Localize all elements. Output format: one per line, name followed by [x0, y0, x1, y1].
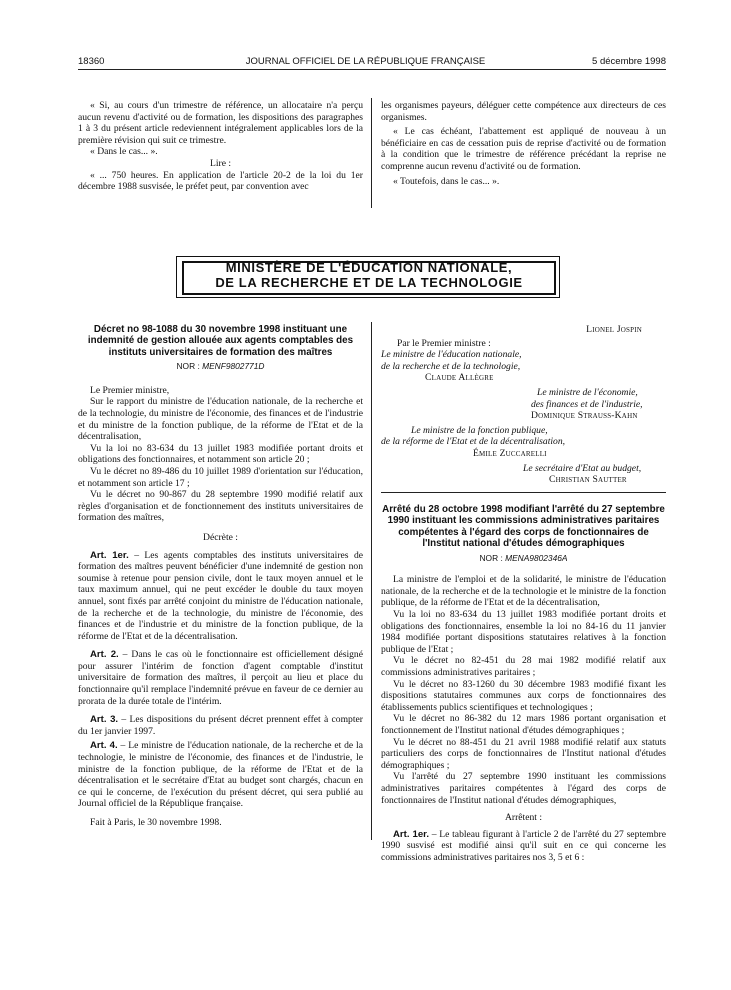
article-text: – Les dispositions du présent décret prennent effet à compter du 1er janvier 1997. [78, 714, 363, 737]
nor-label: NOR : [176, 361, 200, 372]
signature-name: Claude Allègre [425, 372, 494, 384]
ministry-line-1: MINISTÈRE DE L'ÉDUCATION NATIONALE, [225, 260, 513, 275]
paragraph: Le Premier ministre, [90, 384, 170, 396]
arretent: Arrêtent : [504, 812, 543, 824]
paragraph: « Si, au cours d'un trimestre de référence, un allocataire n'a perçu aucun revenu d'activité ou de formation, les dispositions des paragraphes 1 à 3 du présent article redeviennent intégralement applicables lors de la première révision qui suit ce trimestre. [78, 100, 363, 146]
paragraph: « ... 750 heures. En application de l'article 20-2 de la loi du 1er décembre 1988 susvisée, le préfet peut, par convention avec [78, 169, 363, 193]
arrete-title: Arrêté du 28 octobre 1998 modifiant l'arrêté du 27 septembre 1990 instituant les commissions administratives paritaires compétentes à l'égard des corps de fonctionnaires de l'Institut national d'études démographiques [382, 504, 665, 550]
ministry-line-2: DE LA RECHERCHE ET DE LA TECHNOLOGIE [215, 275, 523, 290]
article-3 [78, 714, 363, 737]
signature-name: Christian Sautter [549, 474, 627, 486]
paragraph: « Dans le cas... ». [90, 146, 158, 158]
paragraph: Vu le décret no 88-451 du 21 avril 1988 modifié relatif aux statuts particuliers des corps de fonctionnaires de l'Institut national d'études démographiques ; [381, 736, 666, 771]
article-label: Art. 2. [90, 649, 119, 661]
signature-name: Émile Zuccarelli [473, 447, 547, 459]
paragraph: les organismes payeurs, déléguer cette compétence aux directeurs de ces organismes. [381, 100, 666, 123]
signature-role: Le ministre de la fonction publique, [411, 424, 548, 436]
paragraph: Vu l'arrêté du 27 septembre 1990 instituant les commissions administratives paritaires compétentes à l'égard des corps de fonctionnaires de l'Institut national d'études démographiques, [381, 771, 666, 806]
signature-role: de la recherche et de la technologie, [381, 360, 521, 372]
header-rule [78, 69, 666, 70]
article-text: – Dans le cas où le fonctionnaire est officiellement désigné pour assurer l'intérim de fonction d'agent comptable d'institut universitaire de formation des maîtres, il perçoit au lieu et place du fonctionnaire qu'il remplace l'indemnité prévue en faveur de ce dernier au prorata de la durée totale de l'intérim. [78, 649, 363, 707]
signature-role: Le ministre de l'éducation nationale, [381, 349, 522, 361]
paragraph: « Le cas échéant, l'abattement est appliqué de nouveau à un bénéficiaire en cas de cessation puis de reprise d'activité ou de formation à la condition que le trimestre de référence précédant la reprise ne comprenne aucun revenu d'activité ou de formation. [381, 126, 666, 172]
article-text: – Le ministre de l'éducation nationale, de la recherche et de la technologie, le ministre de l'économie, des finances et de l'industrie, le ministre de la fonction publique, de la réforme de l'Etat et de la décentralisation et le secrétaire d'Etat au budget sont chargés, chacun en ce qui le concerne, de l'exécution du présent décret, qui sera publié au Journal officiel de la République française. [78, 740, 363, 810]
top-right-column [381, 100, 666, 187]
signature-role: de la réforme de l'Etat et de la décentralisation, [381, 436, 566, 448]
column-divider-main [371, 322, 372, 840]
top-left-column [78, 100, 363, 193]
paragraph: La ministre de l'emploi et de la solidarité, le ministre de l'éducation nationale, de la recherche et de la technologie et le ministre de la fonction publique, de la réforme de l'Etat et de la décentralisation, [381, 574, 666, 609]
arrete-article-1 [381, 829, 666, 864]
decret-nor [78, 361, 363, 373]
nor-label: NOR : [479, 552, 503, 563]
article-label: Art. 3. [90, 714, 119, 726]
par-le-premier-ministre: Par le Premier ministre : [397, 337, 491, 349]
header-date: 5 décembre 1998 [592, 56, 666, 67]
signature-name: Dominique Strauss-Kahn [531, 410, 638, 422]
paragraph: « Toutefois, dans le cas... ». [393, 175, 500, 187]
signature-pm: Lionel Jospin [586, 324, 642, 335]
article-2 [78, 649, 363, 707]
nor-code: MENA9802346A [505, 552, 568, 563]
signature-role: Le secrétaire d'Etat au budget, [523, 462, 642, 474]
column-divider-top [371, 98, 372, 208]
decret-column [78, 324, 363, 829]
nor-code: MENF9802771D [202, 361, 265, 372]
signature-role: des finances et de l'industrie, [531, 398, 643, 410]
ministry-heading [182, 260, 556, 290]
arrete-column [381, 504, 666, 863]
paragraph: Vu la loi no 83-634 du 13 juillet 1983 modifiée portant droits et obligations des fonctionnaires, ensemble la loi no 84-16 du 11 janvier 1984 modifiée portant dispositions statutaires relatives à la fonction publique de l'Etat ; [381, 609, 666, 655]
decret-title: Décret no 98-1088 du 30 novembre 1998 instituant une indemnité de gestion allouée aux agents comptables des instituts universitaires de formation des maîtres [87, 324, 354, 358]
section-divider [381, 492, 666, 493]
page-number: 18360 [78, 56, 105, 67]
signatures-block [381, 324, 666, 486]
decrete: Décrète : [203, 531, 238, 543]
paragraph: Vu le décret no 83-1260 du 30 décembre 1983 modifié fixant les dispositions statutaires communes aux corps de fonctionnaires des établissements publics scientifiques et technologiques ; [381, 678, 666, 713]
paragraph: Sur le rapport du ministre de l'éducation nationale, de la recherche et de la technologie, du ministre de l'économie, des finances et de l'industrie et du ministre de la fonction publique, de la réforme de l'Etat et de la décentralisation, [78, 396, 363, 443]
decret-done: Fait à Paris, le 30 novembre 1998. [90, 817, 222, 828]
article-4 [78, 740, 363, 810]
paragraph: Vu le décret no 89-486 du 10 juillet 1989 d'orientation sur l'éducation, et notamment son article 17 ; [78, 465, 363, 489]
article-label: Art. 1er. [90, 549, 129, 561]
journal-title: JOURNAL OFFICIEL DE LA RÉPUBLIQUE FRANÇAISE [245, 56, 486, 67]
paragraph: Vu le décret no 82-451 du 28 mai 1982 modifié relatif aux commissions administratives paritaires ; [381, 655, 666, 678]
paragraph: Vu la loi no 83-634 du 13 juillet 1983 modifiée portant droits et obligations des fonctionnaires, et notamment son article 20 ; [78, 442, 363, 466]
article-text: – Le tableau figurant à l'article 2 de l'arrêté du 27 septembre 1990 susvisé est modifié ainsi qu'il suit en ce qui concerne les commissions administratives paritaires nos 3, 5 et 6 : [381, 828, 666, 863]
article-1 [78, 550, 363, 643]
article-text: – Les agents comptables des instituts universitaires de formation des maîtres peuvent bénéficier d'une indemnité de gestion non soumise à retenue pour pension civile, dont le taux moyen annuel et le taux maximum annuel, qui ne peut excéder le double du taux moyen annuel, sont fixés par arrêté conjoint du ministre de l'éducation nationale, de la recherche et de la technologie, du ministre de l'économie, des finances et de l'industrie et du ministre de la fonction publique, de la réforme de l'Etat et de la décentralisation. [78, 549, 363, 642]
paragraph: Vu le décret no 90-867 du 28 septembre 1990 modifié relatif aux règles d'organisation et de fonctionnement des instituts universitaires de formation des maîtres, [78, 489, 363, 524]
signature-role: Le ministre de l'économie, [537, 386, 638, 398]
article-label: Art. 4. [90, 740, 118, 752]
article-label: Art. 1er. [393, 828, 430, 840]
paragraph: Vu le décret no 86-382 du 12 mars 1986 portant organisation et fonctionnement de l'Institut national d'études démographiques ; [381, 713, 666, 736]
arrete-nor [381, 553, 666, 565]
paragraph: Lire : [209, 157, 232, 169]
